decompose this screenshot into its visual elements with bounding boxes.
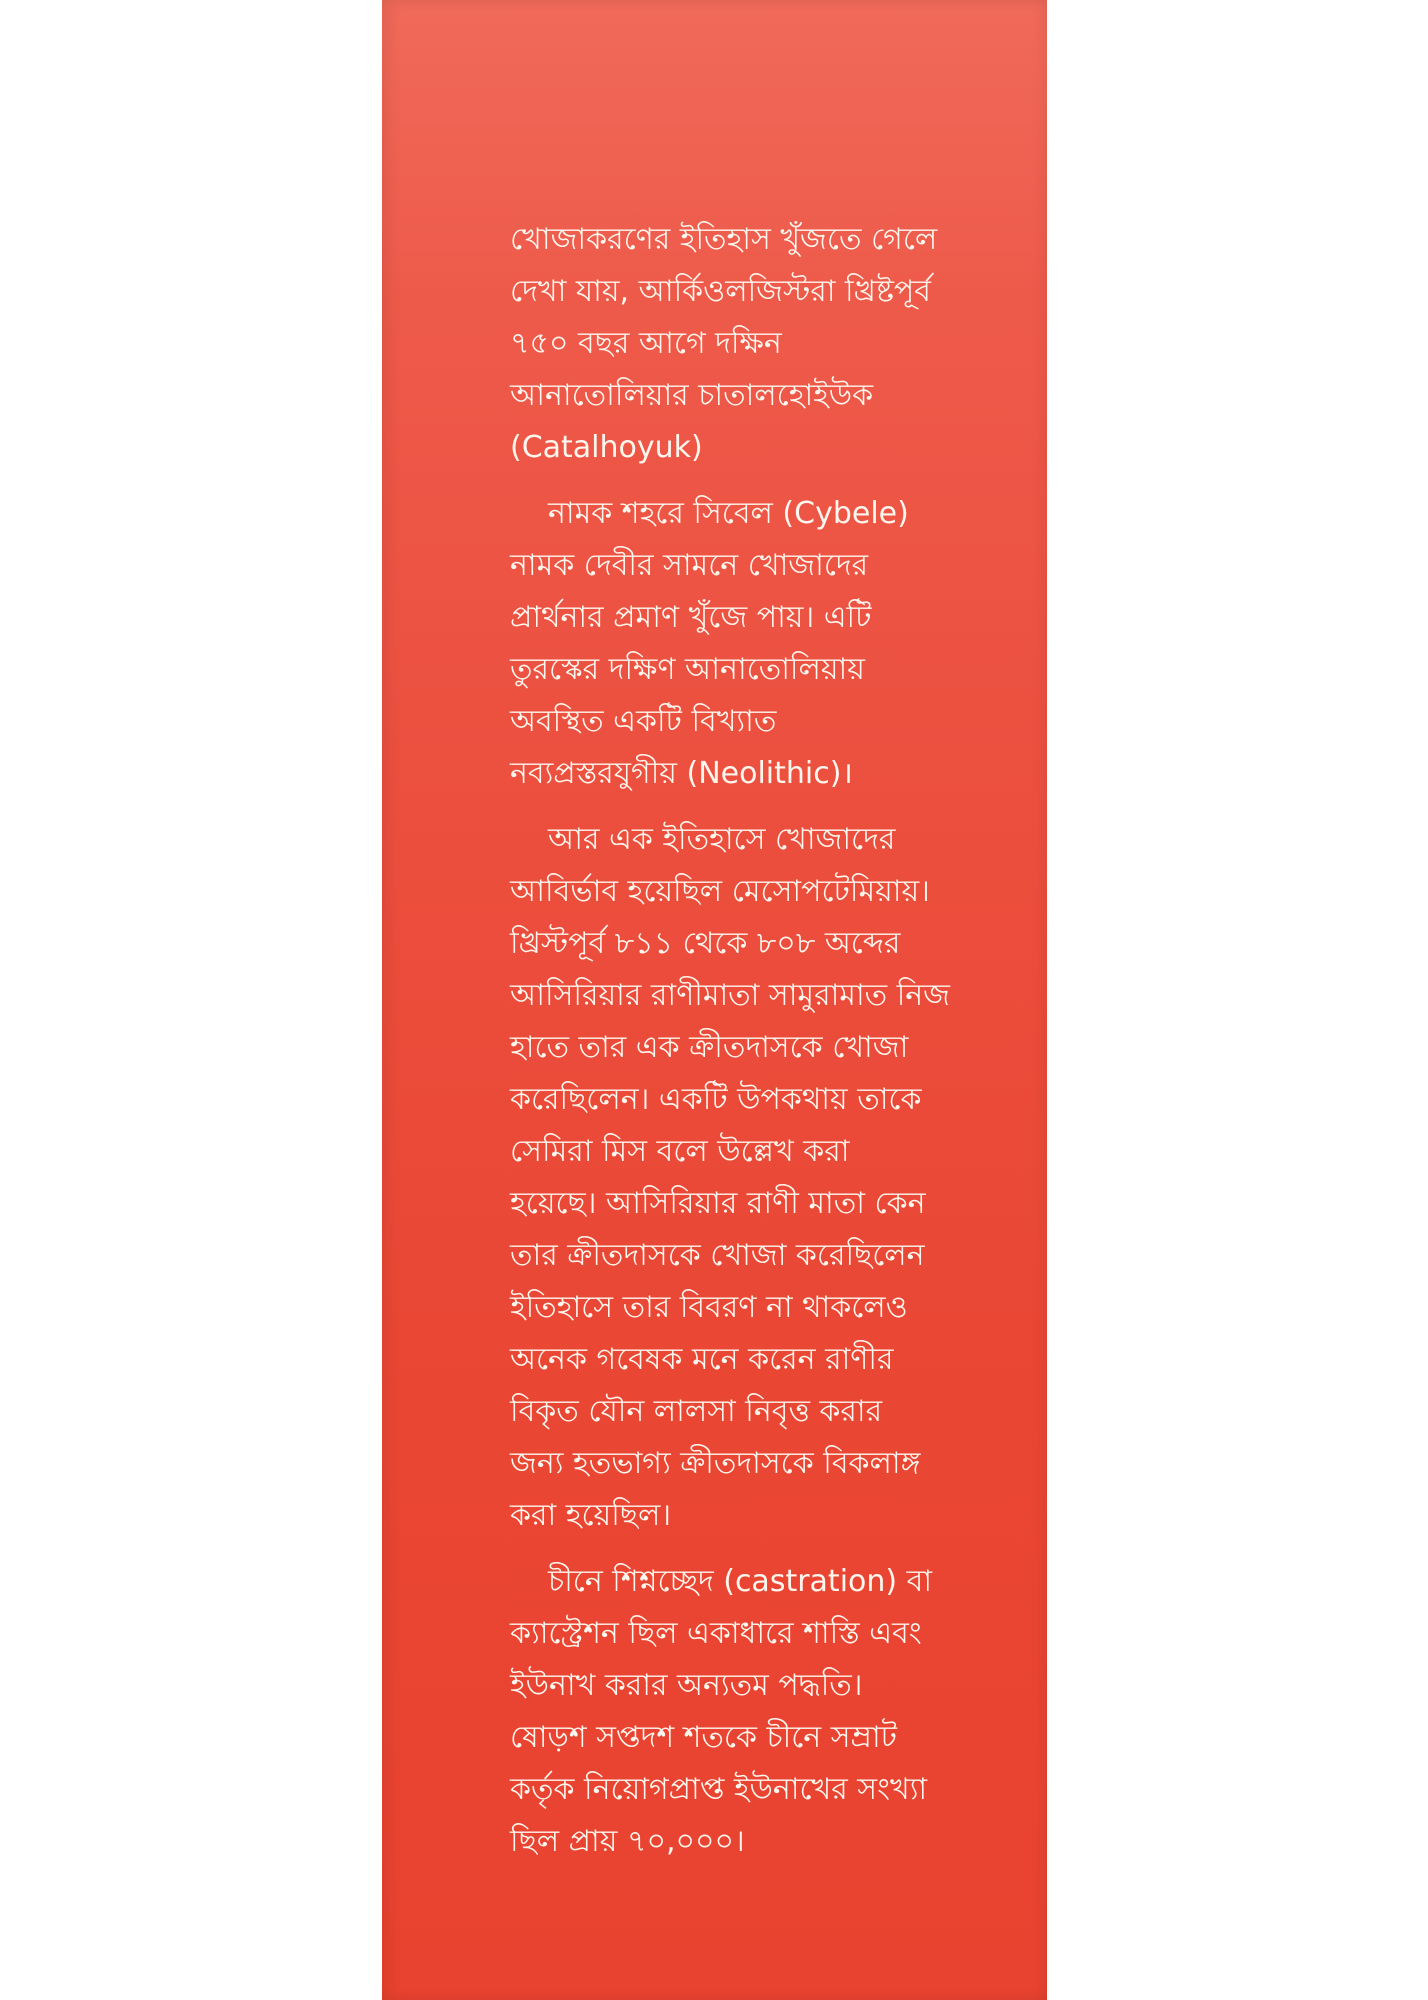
text-line: অবস্থিত একটি বিখ্যাত: [510, 704, 777, 739]
text-line: আনাতোলিয়ার চাতালহোইউক: [510, 378, 874, 413]
text-line: তার ক্রীতদাসকে খোজা করেছিলেন: [510, 1238, 925, 1273]
text-line: অনেক গবেষক মনে করেন রাণীর: [510, 1342, 894, 1377]
text-line: প্রার্থনার প্রমাণ খুঁজে পায়। এটি: [510, 600, 872, 635]
text-line: সেমিরা মিস বলে উল্লেখ করা: [510, 1134, 850, 1169]
paragraph-2: [510, 488, 970, 800]
text-line: চীনে শিশ্নচ্ছেদ (castration) বা: [548, 1564, 933, 1599]
text-line: ইউনাখ করার অন্যতম পদ্ধতি।: [510, 1668, 863, 1703]
paragraph-4: [510, 1556, 970, 1868]
text-line: ক্যাস্ট্রেশন ছিল একাধারে শাস্তি এবং: [510, 1616, 922, 1651]
text-line: ছিল প্রায় ৭০,০০০।: [510, 1824, 745, 1859]
text-line: দেখা যায়, আর্কিওলজিস্টরা খ্রিষ্টপূর্ব: [510, 274, 931, 309]
text-line: হাতে তার এক ক্রীতদাসকে খোজা: [510, 1030, 909, 1065]
text-line: নামক দেবীর সামনে খোজাদের: [510, 548, 869, 583]
text-line: ষোড়শ সপ্তদশ শতকে চীনে সম্রাট: [510, 1720, 897, 1755]
text-line: কর্তৃক নিয়োগপ্রাপ্ত ইউনাখের সংখ্যা: [510, 1772, 928, 1807]
flap-text: [510, 214, 970, 1882]
text-line: ইতিহাসে তার বিবরণ না থাকলেও: [510, 1290, 908, 1325]
text-line: জন্য হতভাগ্য ক্রীতদাসকে বিকলাঙ্গ: [510, 1446, 921, 1481]
text-line: করেছিলেন। একটি উপকথায় তাকে: [510, 1082, 922, 1117]
text-line: বিকৃত যৌন লালসা নিবৃত্ত করার: [510, 1394, 883, 1429]
text-line: তুরস্কের দক্ষিণ আনাতোলিয়ায়: [510, 652, 865, 687]
text-line: নব্যপ্রস্তরযুগীয় (Neolithic)।: [510, 756, 853, 791]
text-line: করা হয়েছিল।: [510, 1498, 672, 1533]
paragraph-3: [510, 814, 970, 1542]
text-line: খোজাকরণের ইতিহাস খুঁজতে গেলে: [510, 222, 938, 257]
text-line: আবির্ভাব হয়েছিল মেসোপটেমিয়ায়।: [510, 874, 930, 909]
text-line: খ্রিস্টপূর্ব ৮১১ থেকে ৮০৮ অব্দের: [510, 926, 901, 961]
paragraph-1: [510, 214, 970, 474]
text-line: আসিরিয়ার রাণীমাতা সামুরামাত নিজ: [510, 978, 951, 1013]
text-line: নামক শহরে সিবেল (Cybele): [548, 496, 909, 531]
text-line: ৭৫০ বছর আগে দক্ষিন: [510, 326, 782, 361]
text-line: আর এক ইতিহাসে খোজাদের: [548, 822, 896, 857]
text-line: (Catalhoyuk): [510, 430, 703, 465]
text-line: হয়েছে। আসিরিয়ার রাণী মাতা কেন: [510, 1186, 926, 1221]
book-flap: [382, 0, 1047, 2000]
